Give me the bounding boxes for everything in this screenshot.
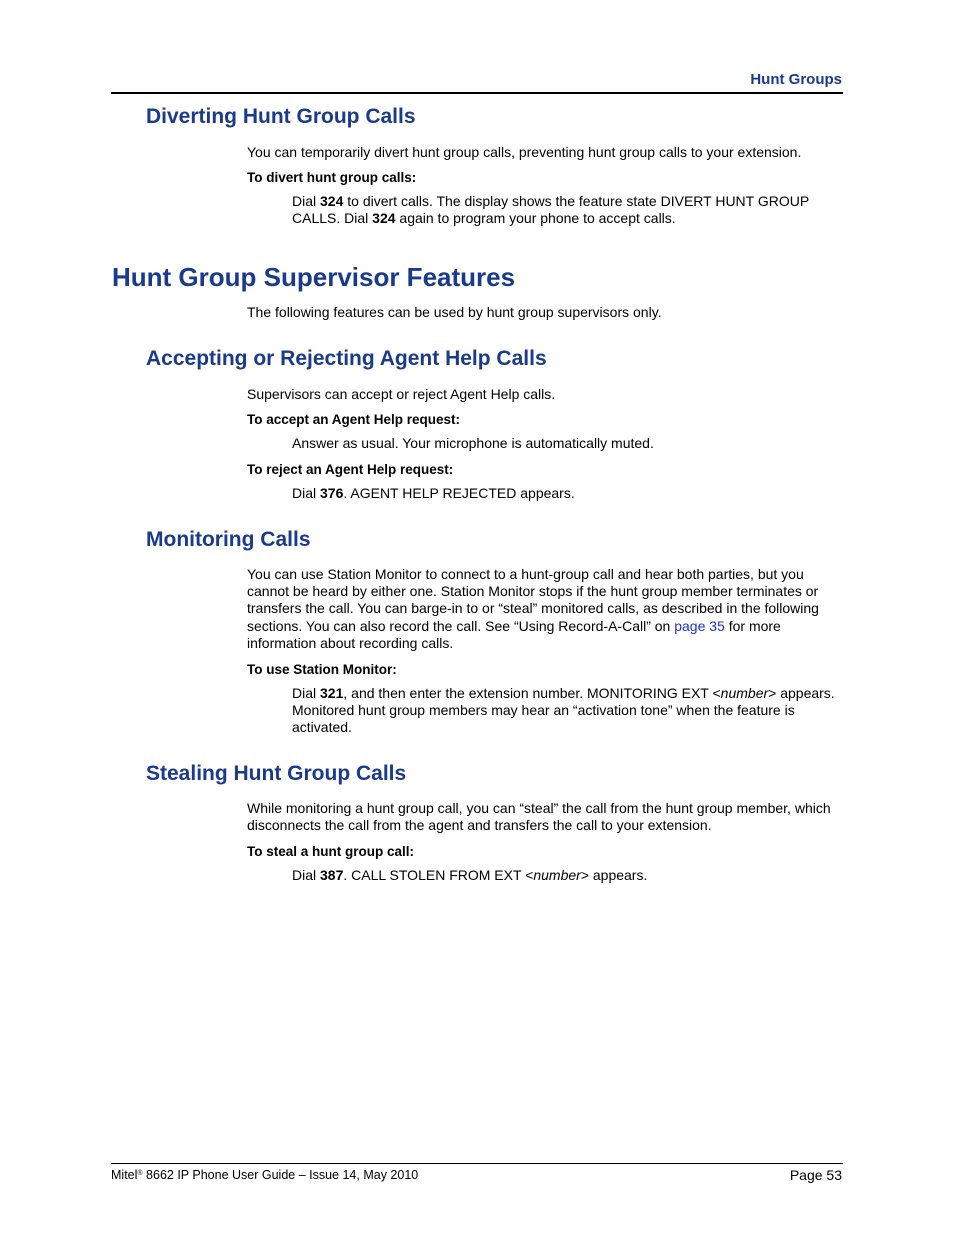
footer-doc-title: Mitel® 8662 IP Phone User Guide – Issue 14, May 2010 [111,1168,419,1182]
monitoring-intro: You can use Station Monitor to connect to a hunt-group call and hear both parties, but you cannot be heard by either one. Station Monitor stops if the hunt group member terminates or transfers the call. You can barge-in to or “steal” monitored calls, as described in the following sections. You can also record the call. See “Using Record-A-Call” on page 35 for more information about recording calls. [247,566,819,651]
page-number: Page 53 [789,1167,842,1183]
divert-code-again: 324 [372,210,396,227]
steal-code: 387 [320,867,344,883]
section-title-stealing: Stealing Hunt Group Calls [146,762,407,785]
section-title-agent-help: Accepting or Rejecting Agent Help Calls [146,347,547,370]
divert-code: 324 [320,193,344,209]
section-title-monitoring: Monitoring Calls [146,528,311,551]
footer-rule [111,1163,843,1164]
running-header: Hunt Groups [750,71,842,88]
chapter-title-supervisor: Hunt Group Supervisor Features [112,262,516,292]
supervisor-intro: The following features can be used by hunt group supervisors only. [247,304,662,320]
stealing-step: Dial 387. CALL STOLEN FROM EXT <number> appears. [292,867,648,883]
accept-step: Answer as usual. Your microphone is automatically muted. [292,435,654,451]
section-title-diverting: Diverting Hunt Group Calls [146,105,416,128]
reject-step: Dial 376. AGENT HELP REJECTED appears. [292,485,575,501]
page-35-link[interactable]: page 35 [674,617,725,634]
header-rule [111,92,843,94]
agent-help-intro: Supervisors can accept or reject Agent Help calls. [247,386,556,402]
monitor-code: 321 [320,685,344,701]
monitoring-procedure-label: To use Station Monitor: [247,662,397,677]
reject-code: 376 [320,485,344,501]
stealing-procedure-label: To steal a hunt group call: [247,844,415,859]
diverting-step: Dial 324 to divert calls. The display shows the feature state DIVERT HUNT GROUP CALLS. Dial 324 again to program your phone to accept calls. [292,193,809,227]
monitoring-step: Dial 321, and then enter the extension number. MONITORING EXT <number> appears. Monitored hunt group members may hear an “activation tone” when the feature is activated. [292,685,835,736]
stealing-intro: While monitoring a hunt group call, you can “steal” the call from the hunt group member, which disconnects the call from the agent and transfers the call to your extension. [247,800,831,834]
accept-procedure-label: To accept an Agent Help request: [247,412,461,427]
diverting-intro: You can temporarily divert hunt group calls, preventing hunt group calls to your extension. [247,144,802,160]
diverting-procedure-label: To divert hunt group calls: [247,170,417,185]
reject-procedure-label: To reject an Agent Help request: [247,462,454,477]
